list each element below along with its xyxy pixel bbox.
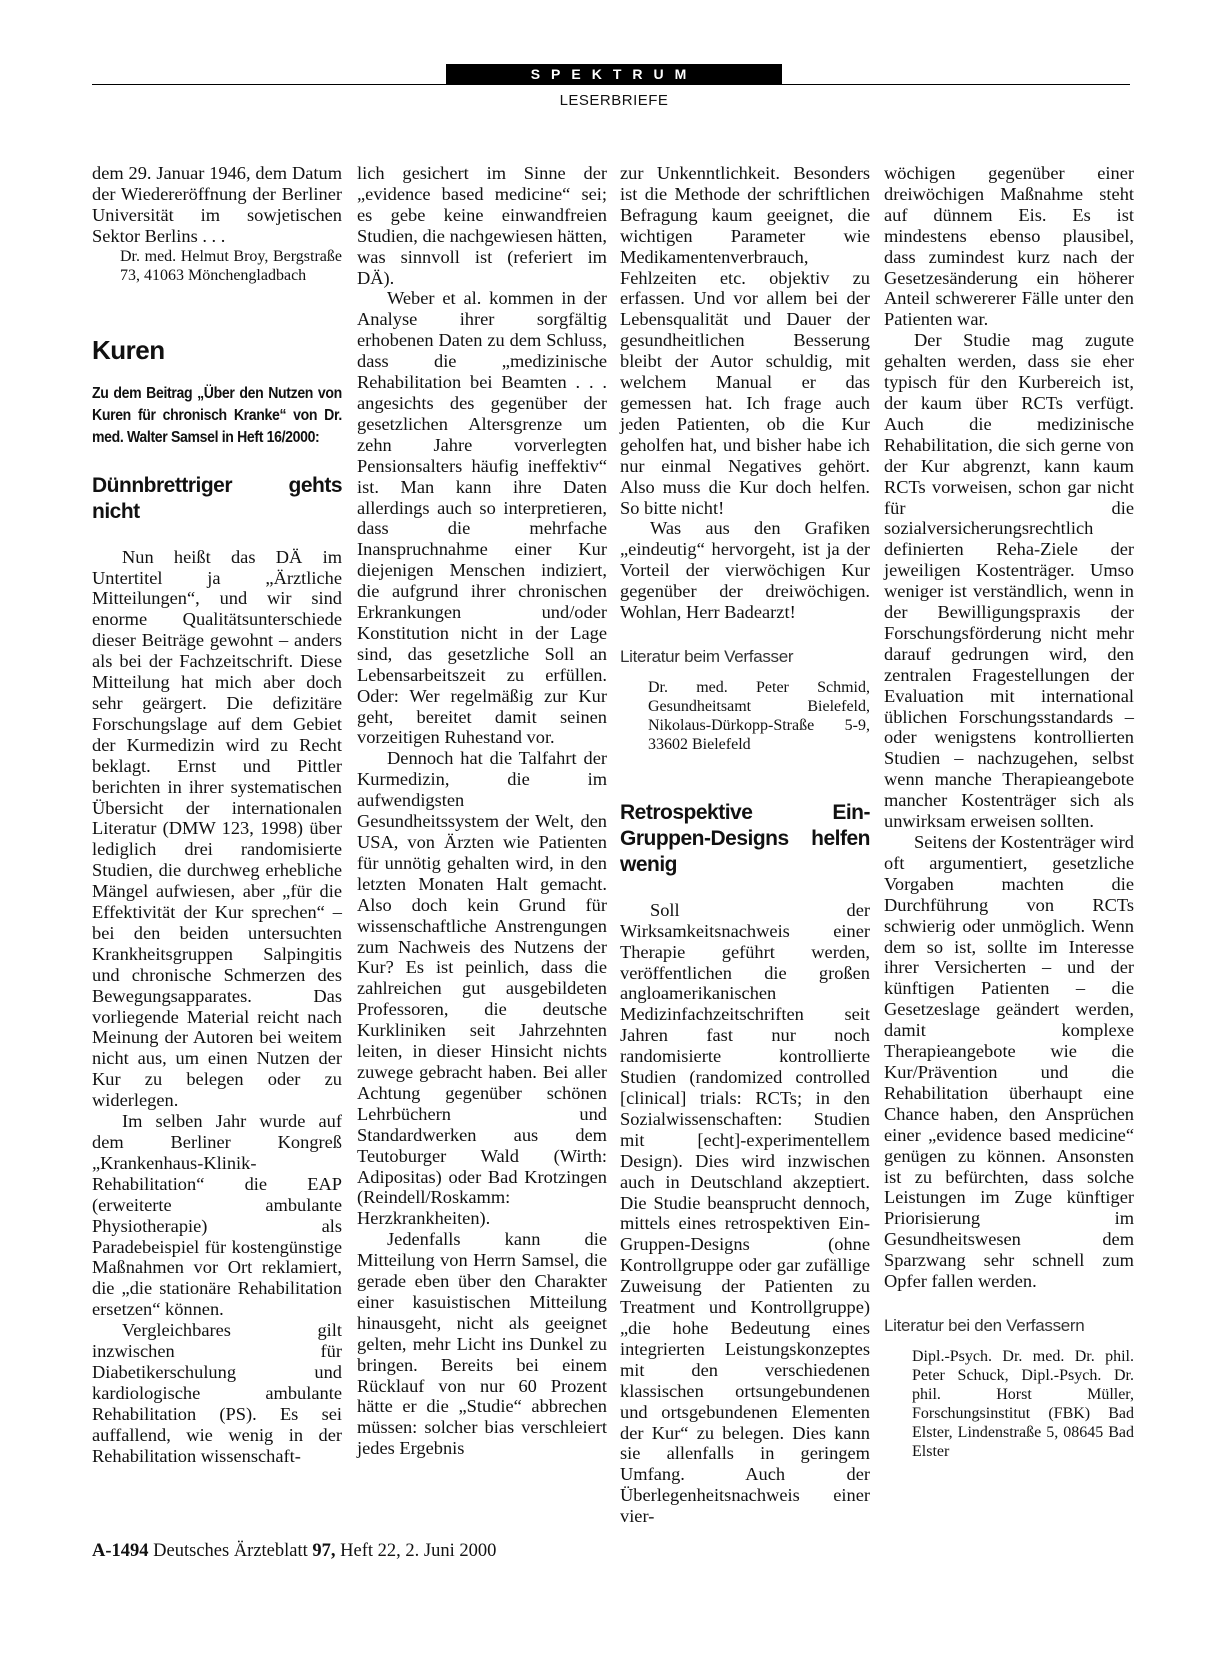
article-reference: Zu dem Beitrag „Über den Nutzen von Kuren für chronisch Kranke“ von Dr. med. Walter Samsel in Heft 16/2000: (92, 384, 342, 446)
paragraph: Seitens der Kostenträger wird oft argumentiert, gesetzliche Vorgaben machten die Durchführung von RCTs schwierig oder unmöglich. Wenn dem so ist, sollte im Interesse ihrer Versicherten – und der künftigen Patienten – die Gesetzeslage geändert werden, damit komplexe Therapieangebote wie die Kur/Prävention und die Rehabilitation überhaupt eine Chance haben, den Ansprüchen einer „evidence based medicine“ genügen zu können. Ansonsten ist zu befürchten, dass solche Leistungen im Zuge künftiger Priorisierung im Gesundheitswesen dem Sparzwang sehr schnell zum Opfer fallen werden. (884, 832, 1134, 1292)
column-2 (357, 163, 607, 1459)
page-footer (92, 1541, 496, 1562)
paragraph: Vergleichbares gilt inzwischen für Diabetikerschulung und kardiologische ambulante Rehabilitation (PS). Es sei auffallend, wie wenig in der Rehabilitation wissenschaft- (92, 1320, 342, 1466)
column-4 (884, 163, 1134, 1461)
paragraph: wöchigen gegenüber einer dreiwöchigen Maßnahme steht auf dünnem Eis. Es ist mindestens ebenso plausibel, dass zumindest kurz nach der Gesetzesänderung ein höherer Anteil schwererer Fälle unter den Patienten war. (884, 163, 1134, 330)
paragraph: Im selben Jahr wurde auf dem Berliner Kongreß „Krankenhaus-Klinik-Rehabilitation“ die EAP (erweiterte ambulante Physiotherapie) als Paradebeispiel für kostengünstige Maßnahmen vor Ort reklamiert, die „die stationäre Rehabilitation ersetzen“ können. (92, 1111, 342, 1320)
paragraph: zur Unkenntlichkeit. Besonders ist die Methode der schriftlichen Befragung kaum geeignet, die wichtigen Parameter wie Medikamentenverbrauch, Fehlzeiten etc. objektiv zu erfassen. Und vor allem bei der Lebensqualität und Dauer der gesundheitlichen Besserung bleibt der Autor schuldig, mit welchem Manual er das gemessen hat. Ich frage auch jeden Patienten, ob die Kur geholfen hat, und bisher habe ich nur einmal Negatives gehört. Also muss die Kur doch helfen. So bitte nicht! (620, 163, 870, 518)
column-1 (92, 163, 342, 1467)
signature: Dr. med. Helmut Broy, Bergstraße 73, 41063 Mönchengladbach (120, 247, 342, 284)
issue-info: Heft 22, 2. Juni 2000 (340, 1541, 497, 1561)
paragraph: Dennoch hat die Talfahrt der Kurmedizin, die im aufwendigsten Gesundheitssystem der Welt, den USA, von Ärzten wie Patienten für unnötig gehalten wird, in den letzten Monaten Halt gemacht. Also doch kein Grund für wissenschaftliche Anstrengungen zum Nachweis des Nutzens der Kur? Es ist peinlich, dass die zahlreichen gut ausgebildeten Professoren, die deutsche Kurkliniken seit Jahrzehnten leiten, in dieser Hinsicht nichts zuwege gebracht haben. Bei aller Achtung gegenüber schönen Lehrbüchern und Standardwerken aus dem Teutoburger Wald (Wirth: Adipositas) oder Bad Krotzingen (Reindell/Roskamm: Herzkrankheiten). (357, 748, 607, 1229)
literature-note: Literatur beim Verfasser (620, 646, 794, 666)
letter-title: Retrospektive Ein-Gruppen-Designs helfen wenig (620, 800, 870, 876)
paragraph: Nun heißt das DÄ im Untertitel ja „Ärztliche Mitteilungen“, und wir sind enorme Qualitätsunterschiede dieser Beiträge gewohnt – anders als bei der Fachzeitschrift. Diese Mitteilung hat mich aber doch sehr geärgert. Die defizitäre Forschungslage auf dem Gebiet der Kurmedizin wird zu Recht beklagt. Ernst und Pittler berichten in ihrer systematischen Übersicht der internationalen Literatur (DMW 123, 1998) über lediglich drei randomisierte Studien, die durchweg erhebliche Mängel aufwiesen, aber „für die Effektivität der Kur sprechen“ – bei den beiden untersuchten Krankheitsgruppen Salpingitis und chronische Schmerzen des Bewegungsapparates. Das vorliegende Material reicht nach Meinung der Autoren bei weitem nicht aus, um einen Nutzen der Kur zu belegen oder zu widerlegen. (92, 546, 342, 1111)
article-heading: Kuren (92, 334, 165, 365)
paragraph: Jedenfalls kann die Mitteilung von Herrn Samsel, die gerade eben über den Charakter einer kasuistischen Mitteilung hinausgeht, nicht als geeignet gelten, mehr Licht ins Dunkel zu bringen. Bereits bei einem Rücklauf von nur 60 Prozent hätte er die „Studie“ abbrechen müssen: solcher bias verschleiert jedes Ergebnis (357, 1229, 607, 1459)
page-number: A-1494 (92, 1541, 149, 1561)
paragraph: Der Studie mag zugute gehalten werden, dass sie eher typisch für den Kurbereich ist, der kaum über RCTs verfügt. Auch die medizinische Rehabilitation, die sich gerne von der Kur abgrenzt, kann kaum RCTs vorweisen, schon gar nicht für die sozialversicherungsrechtlich definierten Reha-Ziele der jeweiligen Kostenträger. Umso weniger ist verständlich, wenn in der Bewilligungspraxis der Forschungsförderung nicht mehr darauf gedrungen wird, den zentralen Fragestellungen der Evaluation mit international üblichen Forschungsstandards – oder wenigstens kontrollierten Studien – nachzugehen, selbst wenn manche Therapieangebote mancher Kostenträger sich als unwirksam erweisen sollten. (884, 330, 1134, 832)
column-3 (620, 163, 870, 1527)
literature-note: Literatur bei den Verfassern (884, 1315, 1085, 1335)
subsection-label: LESERBRIEFE (559, 92, 669, 109)
paragraph: Soll der Wirksamkeitsnachweis einer Therapie geführt werden, veröffentlichen die großen angloamerikanischen Medizinfachzeitschriften seit Jahren fast nur noch randomisierte kontrollierte Studien (randomized controlled [clinical] trials: RCTs; in den Sozialwissenschaften: Studien mit [echt]-experimentellem Design). Dies wird inzwischen auch in Deutschland akzeptiert. Die Studie beansprucht dennoch, mittels eines retrospektiven Ein-Gruppen-Designs (ohne Kontrollgruppe oder gar zufällige Zuweisung der Patienten zu Treatment und Kontrollgruppe) „die hohe Bedeutung eines integrierten Leistungskonzeptes mit den verschiedenen klassischen ortsungebundenen und ortsgebundenen Elementen der Kur“ zu belegen. Dies kann sie allenfalls in geringem Umfang. Auch der Überlegenheitsnachweis einer vier- (620, 899, 870, 1527)
signature: Dipl.-Psych. Dr. med. Dr. phil. Peter Schuck, Dipl.-Psych. Dr. phil. Horst Müller, Forschungsinstitut (FBK) Bad Elster, Lindenstraße 5, 08645 Bad Elster (912, 1347, 1134, 1460)
paragraph: Weber et al. kommen in der Analyse ihrer sorgfältig erhobenen Daten zu dem Schluss, dass die „medizinische Rehabilitation bei Beamten . . . angesichts des gegenüber der gesetzlichen Altersgrenze um zehn Jahre vorverlegten Pensionsalters häufig ineffektiv“ ist. Man kann ihre Daten allerdings auch so interpretieren, dass die mehrfache Inanspruchnahme einer Kur diejenigen Menschen indiziert, die aufgrund ihrer chronischen Erkrankungen und/oder Konstitution nicht in der Lage sind, das gesetzliche Soll an Lebensarbeitszeit zu erfüllen. Oder: Wer regelmäßig zur Kur geht, bereitet damit seinen vorzeitigen Ruhestand vor. (357, 288, 607, 748)
letter-title: Dünnbrettriger gehts nicht (92, 473, 342, 523)
paragraph: dem 29. Januar 1946, dem Datum der Wiedereröffnung der Berliner Universität im sowjetischen Sektor Berlins . . . (92, 163, 342, 246)
volume-number: 97, (312, 1541, 336, 1561)
paragraph: Was aus den Grafiken „eindeutig“ hervorgeht, ist ja der Vorteil der vierwöchigen Kur gegenüber der dreiwöchigen. Wohlan, Herr Badearzt! (620, 518, 870, 623)
paragraph: lich gesichert im Sinne der „evidence based medicine“ sei; es gebe keine einwandfreien Studien, die nachgewiesen hätten, was sinnvoll ist (referiert im DÄ). (357, 163, 607, 288)
section-label: SPEKTRUM (446, 64, 782, 85)
signature: Dr. med. Peter Schmid, Gesundheitsamt Bielefeld, Nikolaus-Dürkopp-Straße 5-9, 33602 Bielefeld (648, 678, 870, 753)
journal-name: Deutsches Ärzteblatt (153, 1541, 308, 1561)
